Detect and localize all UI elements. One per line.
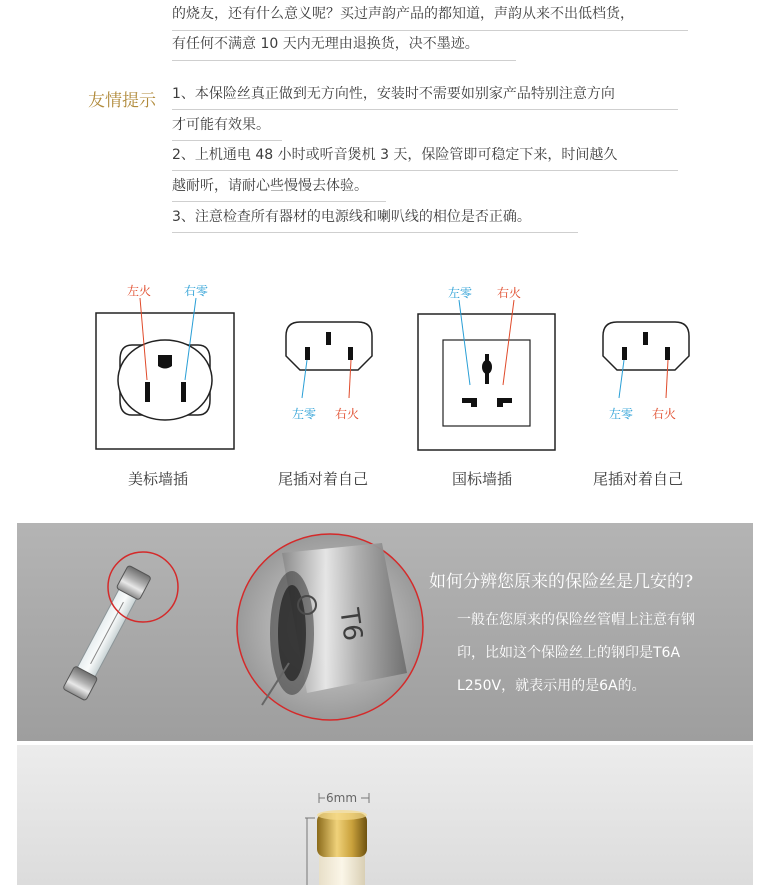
socket-diagrams-svg — [0, 270, 771, 470]
socket-diagrams — [0, 270, 771, 500]
divider — [172, 232, 578, 233]
dimension-label: 6mm — [326, 791, 358, 805]
us-socket-right-label: 右零 — [184, 284, 209, 298]
fuse-section-line-3: L250V，就表示用的是6A的。 — [457, 678, 646, 694]
plug1-right-label: 右火 — [335, 407, 360, 421]
fuse-section-title: 如何分辨您原来的保险丝是几安的? — [429, 572, 694, 592]
plug1-caption: 尾插对着自己 — [278, 470, 369, 488]
cn-socket-caption: 国标墙插 — [452, 470, 513, 488]
us-socket-left-label: 左火 — [127, 284, 152, 298]
tips-label: 友情提示 — [88, 91, 156, 111]
fuse-section-line-1: 一般在您原来的保险丝管帽上注意有钢 — [457, 612, 695, 628]
us-wall-socket-diagram — [96, 298, 234, 449]
fuse-section-line-2: 印，比如这个保险丝上的钢印是T6A — [457, 645, 681, 661]
fuse-photo — [17, 523, 753, 741]
divider — [172, 170, 678, 171]
intro-line-2: 有任何不满意 10 天内无理由退换货，决不墨迹。 — [172, 36, 479, 52]
us-socket-caption: 美标墙插 — [128, 470, 189, 488]
plug2-left-label: 左零 — [609, 407, 634, 421]
fuse-identification-panel — [17, 523, 753, 741]
tip-line-3: 2、上机通电 48 小时或听音煲机 3 天，保险管即可稳定下来，时间越久 — [172, 147, 618, 163]
plug2-right-label: 右火 — [652, 407, 677, 421]
tip-line-2: 才可能有效果。 — [172, 117, 270, 133]
iec-plug-diagram-2 — [603, 322, 689, 398]
intro-line-1: 的烧友，还有什么意义呢？买过声韵产品的都知道，声韵从来不出低档货， — [172, 6, 634, 22]
tip-line-1: 1、本保险丝真正做到无方向性，安装时不需要如别家产品特别注意方向 — [172, 86, 615, 102]
plug2-caption: 尾插对着自己 — [593, 470, 684, 488]
tip-line-5: 3、注意检查所有器材的电源线和喇叭线的相位是否正确。 — [172, 209, 531, 225]
divider — [172, 109, 678, 110]
iec-plug-diagram-1 — [286, 322, 372, 398]
fuse-size-photo — [17, 745, 753, 885]
cn-socket-right-label: 右火 — [497, 286, 522, 300]
divider — [172, 60, 516, 61]
divider — [172, 30, 688, 31]
tip-line-4: 越耐听，请耐心些慢慢去体验。 — [172, 178, 368, 194]
divider — [172, 201, 386, 202]
divider — [172, 140, 282, 141]
cn-wall-socket-diagram — [418, 300, 555, 450]
fuse-stamp-text: T6 — [333, 606, 368, 643]
fuse-size-panel — [17, 745, 753, 885]
plug1-left-label: 左零 — [292, 407, 317, 421]
cn-socket-left-label: 左零 — [448, 286, 473, 300]
